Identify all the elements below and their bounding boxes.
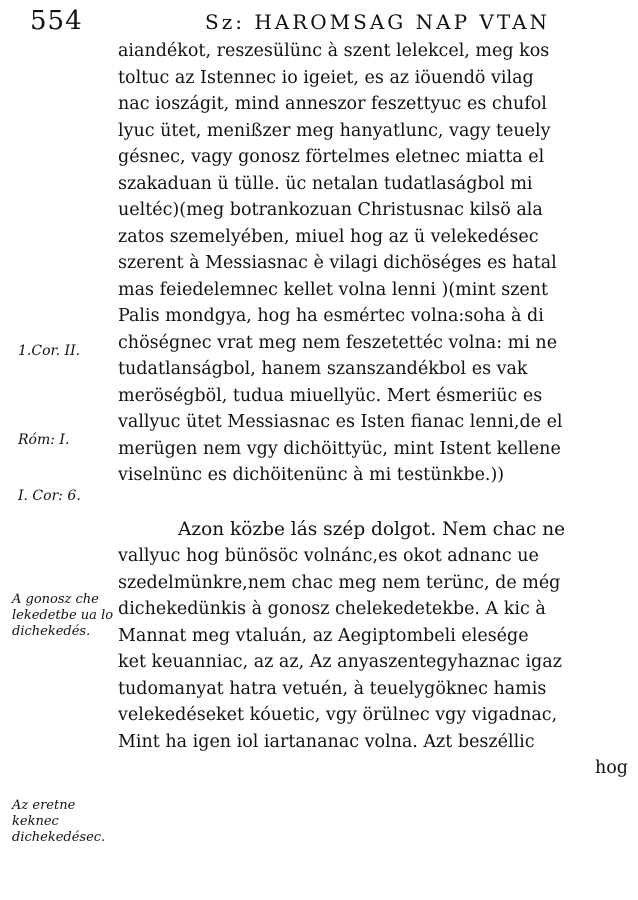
text-line: viselnünc es dichöitenünc à mi testünkbe.)) (118, 465, 505, 485)
text-line: meröségböl, tudua miuellyüc. Mert ésmeriüc es (118, 385, 543, 406)
text-line: ket keuanniac, az az, Az anyaszentegyhaznac igaz (118, 652, 562, 672)
text-line: aiandékot, reszesülünc à szent lelekcel, meg kos (118, 41, 550, 61)
paragraph-start-line: Azon közbe lás szép dolgot. Nem chac ne (178, 518, 566, 540)
text-line: szedelmünkre,nem chac meg nem terünc, de még (118, 572, 561, 593)
margin-reference: I. Cor: 6. (18, 488, 81, 504)
paragraph-gap (118, 489, 628, 517)
catchword: hog (594, 758, 628, 778)
page-number: 554 (30, 6, 83, 36)
text-line: toltuc az Istennec io igeiet, es az iöuendö vilag (118, 67, 534, 88)
text-line: nac ioszágit, mind anneszor feszettyuc es chufol (118, 94, 547, 114)
body-text (118, 38, 628, 782)
running-title: Sz: HAROMSAG NAP VTAN (205, 10, 551, 34)
margin-note: A gonosz che lekedetbe ua lo dichekedés. (12, 592, 114, 639)
text-line: zatos szemelyében, miuel hog az ü velekedésec (118, 226, 539, 247)
margin-reference: Róm: I. (18, 432, 70, 448)
text-line: vallyuc ütet Messiasnac es Isten fianac lenni,de el (118, 412, 563, 432)
text-line: gésnec, vagy gonosz förtelmes eletnec miatta el (118, 147, 545, 167)
text-line: mas feiedelemnec kellet volna lenni )(mint szent (118, 279, 549, 300)
text-line: velekedéseket kóuetic, vgy örülnec vgy vigadnac, (118, 705, 558, 725)
text-line: tudatlanságbol, hanem szanszandékbol es vak (118, 359, 528, 379)
text-line: vallyuc hog bünösöc volnánc,es okot adnanc ue (118, 546, 539, 566)
text-line: dichekedünkis à gonosz chelekedetekbe. A kic à (118, 599, 546, 619)
text-line: chöségnec vrat meg nem feszetettéc volna: mi ne (118, 332, 558, 353)
text-line: Mint ha igen iol iartananac volna. Azt beszéllic (118, 731, 535, 752)
margin-reference: 1.Cor. II. (18, 343, 81, 359)
text-line: Mannat meg vtaluán, az Aegiptombeli elesége (118, 625, 529, 646)
text-line: Palis mondgya, hog ha esmértec volna:soha à di (118, 306, 544, 326)
text-line: ueltéc)(meg botrankozuan Christusnac kilsö ala (118, 200, 543, 220)
text-line: szerent à Messiasnac è vilagi dichöséges es hatal (118, 253, 557, 273)
text-line: tudomanyat hatra vetuén, à teuelygöknec hamis (118, 678, 547, 699)
text-line: szakaduan ü tülle. üc netalan tudatlaságbol mi (118, 173, 533, 194)
text-line: lyuc ütet, menißzer meg hanyatlunc, vagy teuely (118, 120, 551, 141)
margin-note: Az eretne keknec dichekedésec. (12, 798, 106, 845)
text-line: merügen nem vgy dichöittyüc, mint Istent kellene (118, 438, 561, 459)
